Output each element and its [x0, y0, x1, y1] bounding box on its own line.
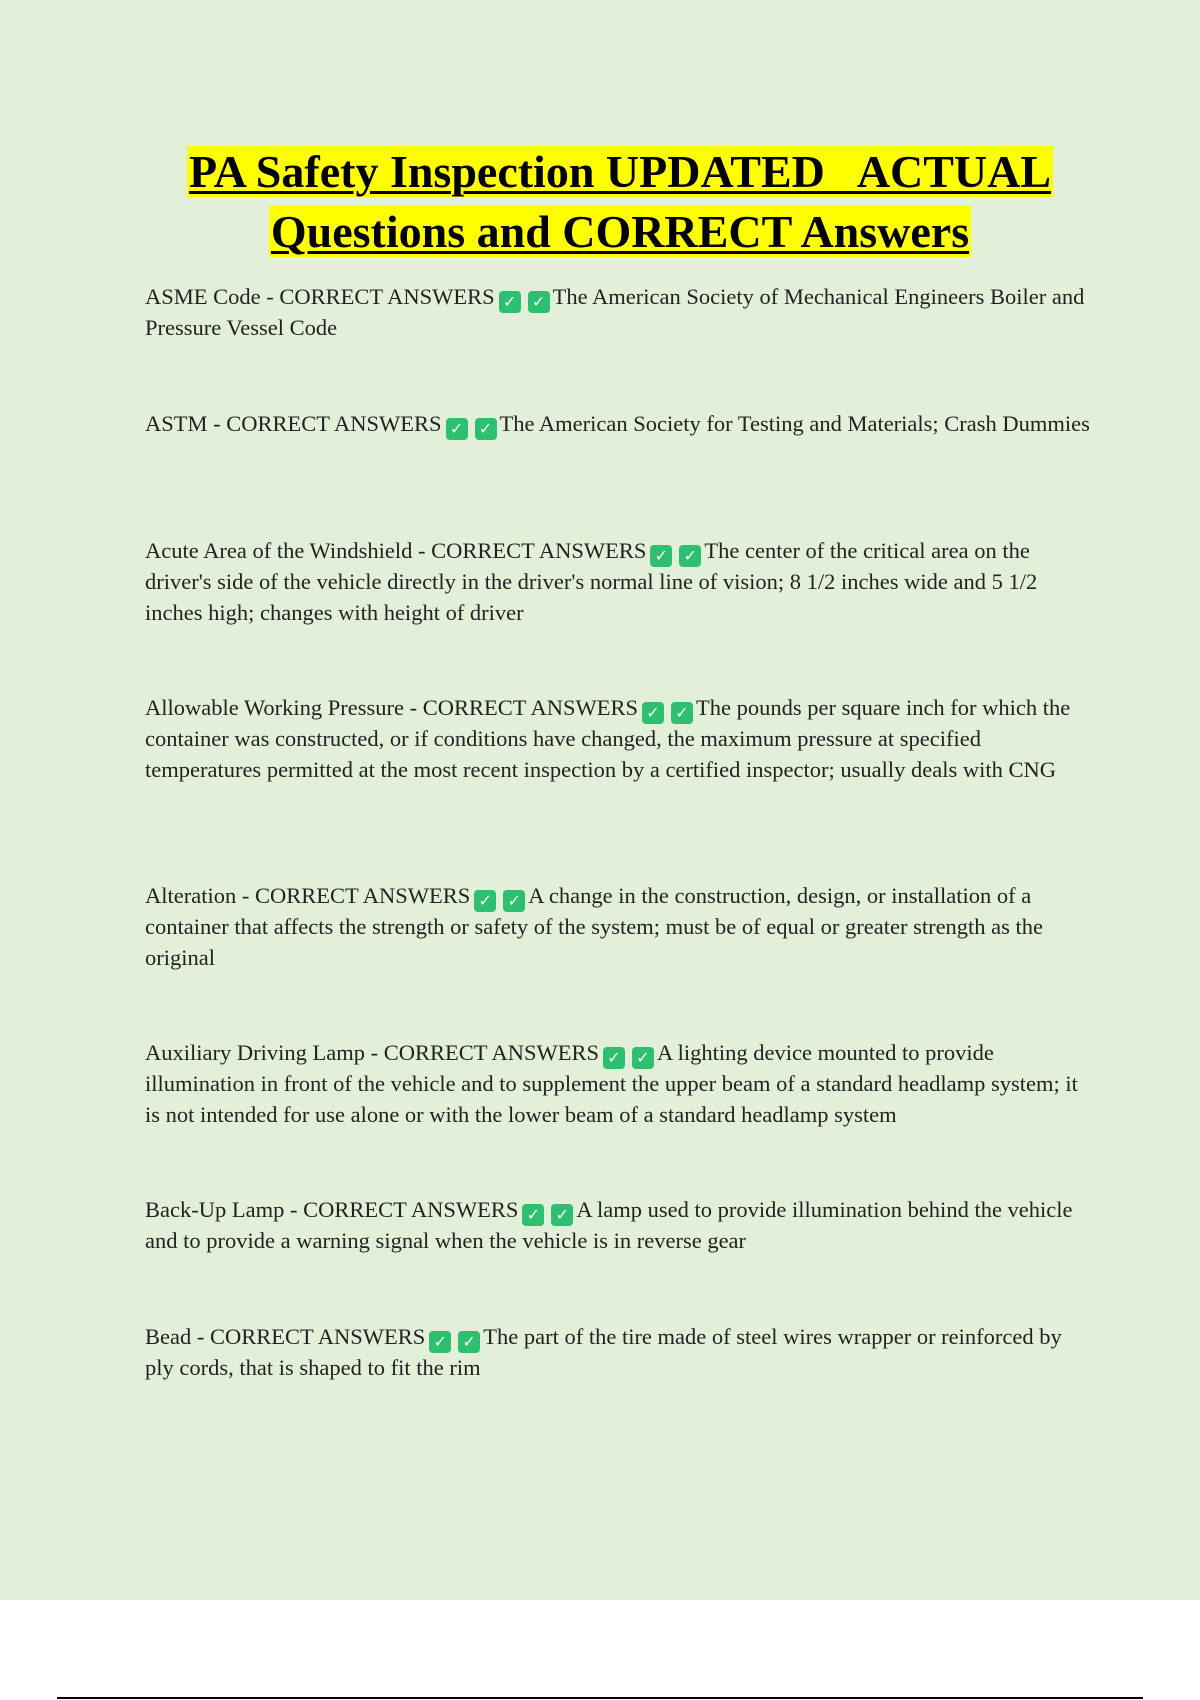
qa-entry: ASTM - CORRECT ANSWERS ✓ ✓ The American Society for Testing and Materials; Crash Dummies — [145, 411, 1090, 438]
check-mark-icon: ✓ — [503, 890, 525, 912]
answer-marker: CORRECT ANSWERS — [279, 284, 495, 309]
entry-term: Back-Up Lamp — [145, 1197, 285, 1222]
check-mark-icon: ✓ — [632, 1047, 654, 1069]
entry-term: ASTM — [145, 411, 208, 436]
check-mark-icon: ✓ — [474, 890, 496, 912]
check-mark-icon: ✓ — [522, 1204, 544, 1226]
entry-term: ASME Code — [145, 284, 261, 309]
check-mark-icon: ✓ — [446, 418, 468, 440]
entry-term: Alteration — [145, 883, 237, 908]
entry-definition: The pounds per square inch for which the container was constructed, or if conditions have changed, the maximum pressure at specified temperatures permitted at the most recent inspection by a certified inspector; usually deals with CNG — [145, 695, 1071, 782]
entry-term: Bead — [145, 1324, 192, 1349]
entry-term: Allowable Working Pressure — [145, 695, 404, 720]
check-mark-icon: ✓ — [671, 702, 693, 724]
answer-marker: CORRECT ANSWERS — [383, 1040, 599, 1065]
entry-definition: The American Society of Mechanical Engineers Boiler and Pressure Vessel Code — [145, 284, 1085, 340]
check-mark-icon: ✓ — [650, 545, 672, 567]
qa-entry: Acute Area of the Windshield - CORRECT ANSWERS ✓ ✓ The center of the critical area on the driver's side of the vehicle directly in the driver's normal line of vision; 8 1/2 inches wide and 5 1/2 inches high; changes with height of driver — [145, 538, 1038, 625]
page-divider — [57, 1697, 1143, 1699]
entry-definition: A change in the construction, design, or installation of a container that affects the strength or safety of the system; must be of equal or greater strength as the original — [145, 883, 1044, 970]
qa-entry: Back-Up Lamp - CORRECT ANSWERS ✓ ✓ A lamp used to provide illumination behind the vehicle and to provide a warning signal when the vehicle is in reverse gear — [145, 1197, 1073, 1253]
entry-definition: A lamp used to provide illumination behind the vehicle and to provide a warning signal when the vehicle is in reverse gear — [145, 1197, 1073, 1253]
check-mark-icon: ✓ — [642, 702, 664, 724]
check-mark-icon: ✓ — [429, 1331, 451, 1353]
entry-definition: A lighting device mounted to provide illumination in front of the vehicle and to supplement the upper beam of a standard headlamp system; it is not intended for use alone or with the lower beam of a standard headlamp system — [145, 1040, 1078, 1127]
check-mark-icon: ✓ — [551, 1204, 573, 1226]
answer-marker: CORRECT ANSWERS — [431, 538, 647, 563]
answer-marker: CORRECT ANSWERS — [422, 695, 638, 720]
answer-marker: CORRECT ANSWERS — [303, 1197, 519, 1222]
answer-marker: CORRECT ANSWERS — [226, 411, 442, 436]
title-line-2: Questions and CORRECT Answers — [270, 206, 970, 257]
check-mark-icon: ✓ — [603, 1047, 625, 1069]
entry-definition: The center of the critical area on the driver's side of the vehicle directly in the driver's normal line of vision; 8 1/2 inches wide and 5 1/2 inches high; changes with height of driver — [145, 538, 1038, 625]
qa-entry: Bead - CORRECT ANSWERS ✓ ✓ The part of the tire made of steel wires wrapper or reinforced by ply cords, that is shaped to fit the rim — [145, 1324, 1062, 1380]
page-title — [140, 142, 1100, 262]
check-mark-icon: ✓ — [679, 545, 701, 567]
answer-marker: CORRECT ANSWERS — [209, 1324, 426, 1349]
check-mark-icon: ✓ — [528, 291, 550, 313]
answer-marker: CORRECT ANSWERS — [254, 883, 471, 908]
title-line-1: PA Safety Inspection UPDATED ACTUAL — [188, 146, 1052, 197]
check-mark-icon: ✓ — [458, 1331, 480, 1353]
entry-term: Acute Area of the Windshield — [145, 538, 413, 563]
entry-term: Auxiliary Driving Lamp — [145, 1040, 365, 1065]
check-mark-icon: ✓ — [475, 418, 497, 440]
qa-entry: Alteration - CORRECT ANSWERS ✓ ✓ A change in the construction, design, or installation of a container that affects the strength or safety of the system; must be of equal or greater strength as the original — [145, 883, 1044, 970]
qa-entry: ASME Code - CORRECT ANSWERS ✓ ✓ The American Society of Mechanical Engineers Boiler and Pressure Vessel Code — [145, 284, 1085, 340]
entry-definition: The part of the tire made of steel wires wrapper or reinforced by ply cords, that is shaped to fit the rim — [145, 1324, 1062, 1380]
check-mark-icon: ✓ — [499, 291, 521, 313]
entry-definition: The American Society for Testing and Materials; Crash Dummies — [499, 411, 1090, 436]
qa-entry: Auxiliary Driving Lamp - CORRECT ANSWERS ✓ ✓ A lighting device mounted to provide illumination in front of the vehicle and to supplement the upper beam of a standard headlamp system; it is not intended for use alone or with the lower beam of a standard headlamp system — [145, 1040, 1078, 1127]
qa-entry: Allowable Working Pressure - CORRECT ANSWERS ✓ ✓ The pounds per square inch for which the container was constructed, or if conditions have changed, the maximum pressure at specified temperatures permitted at the most recent inspection by a certified inspector; usually deals with CNG — [145, 695, 1071, 782]
